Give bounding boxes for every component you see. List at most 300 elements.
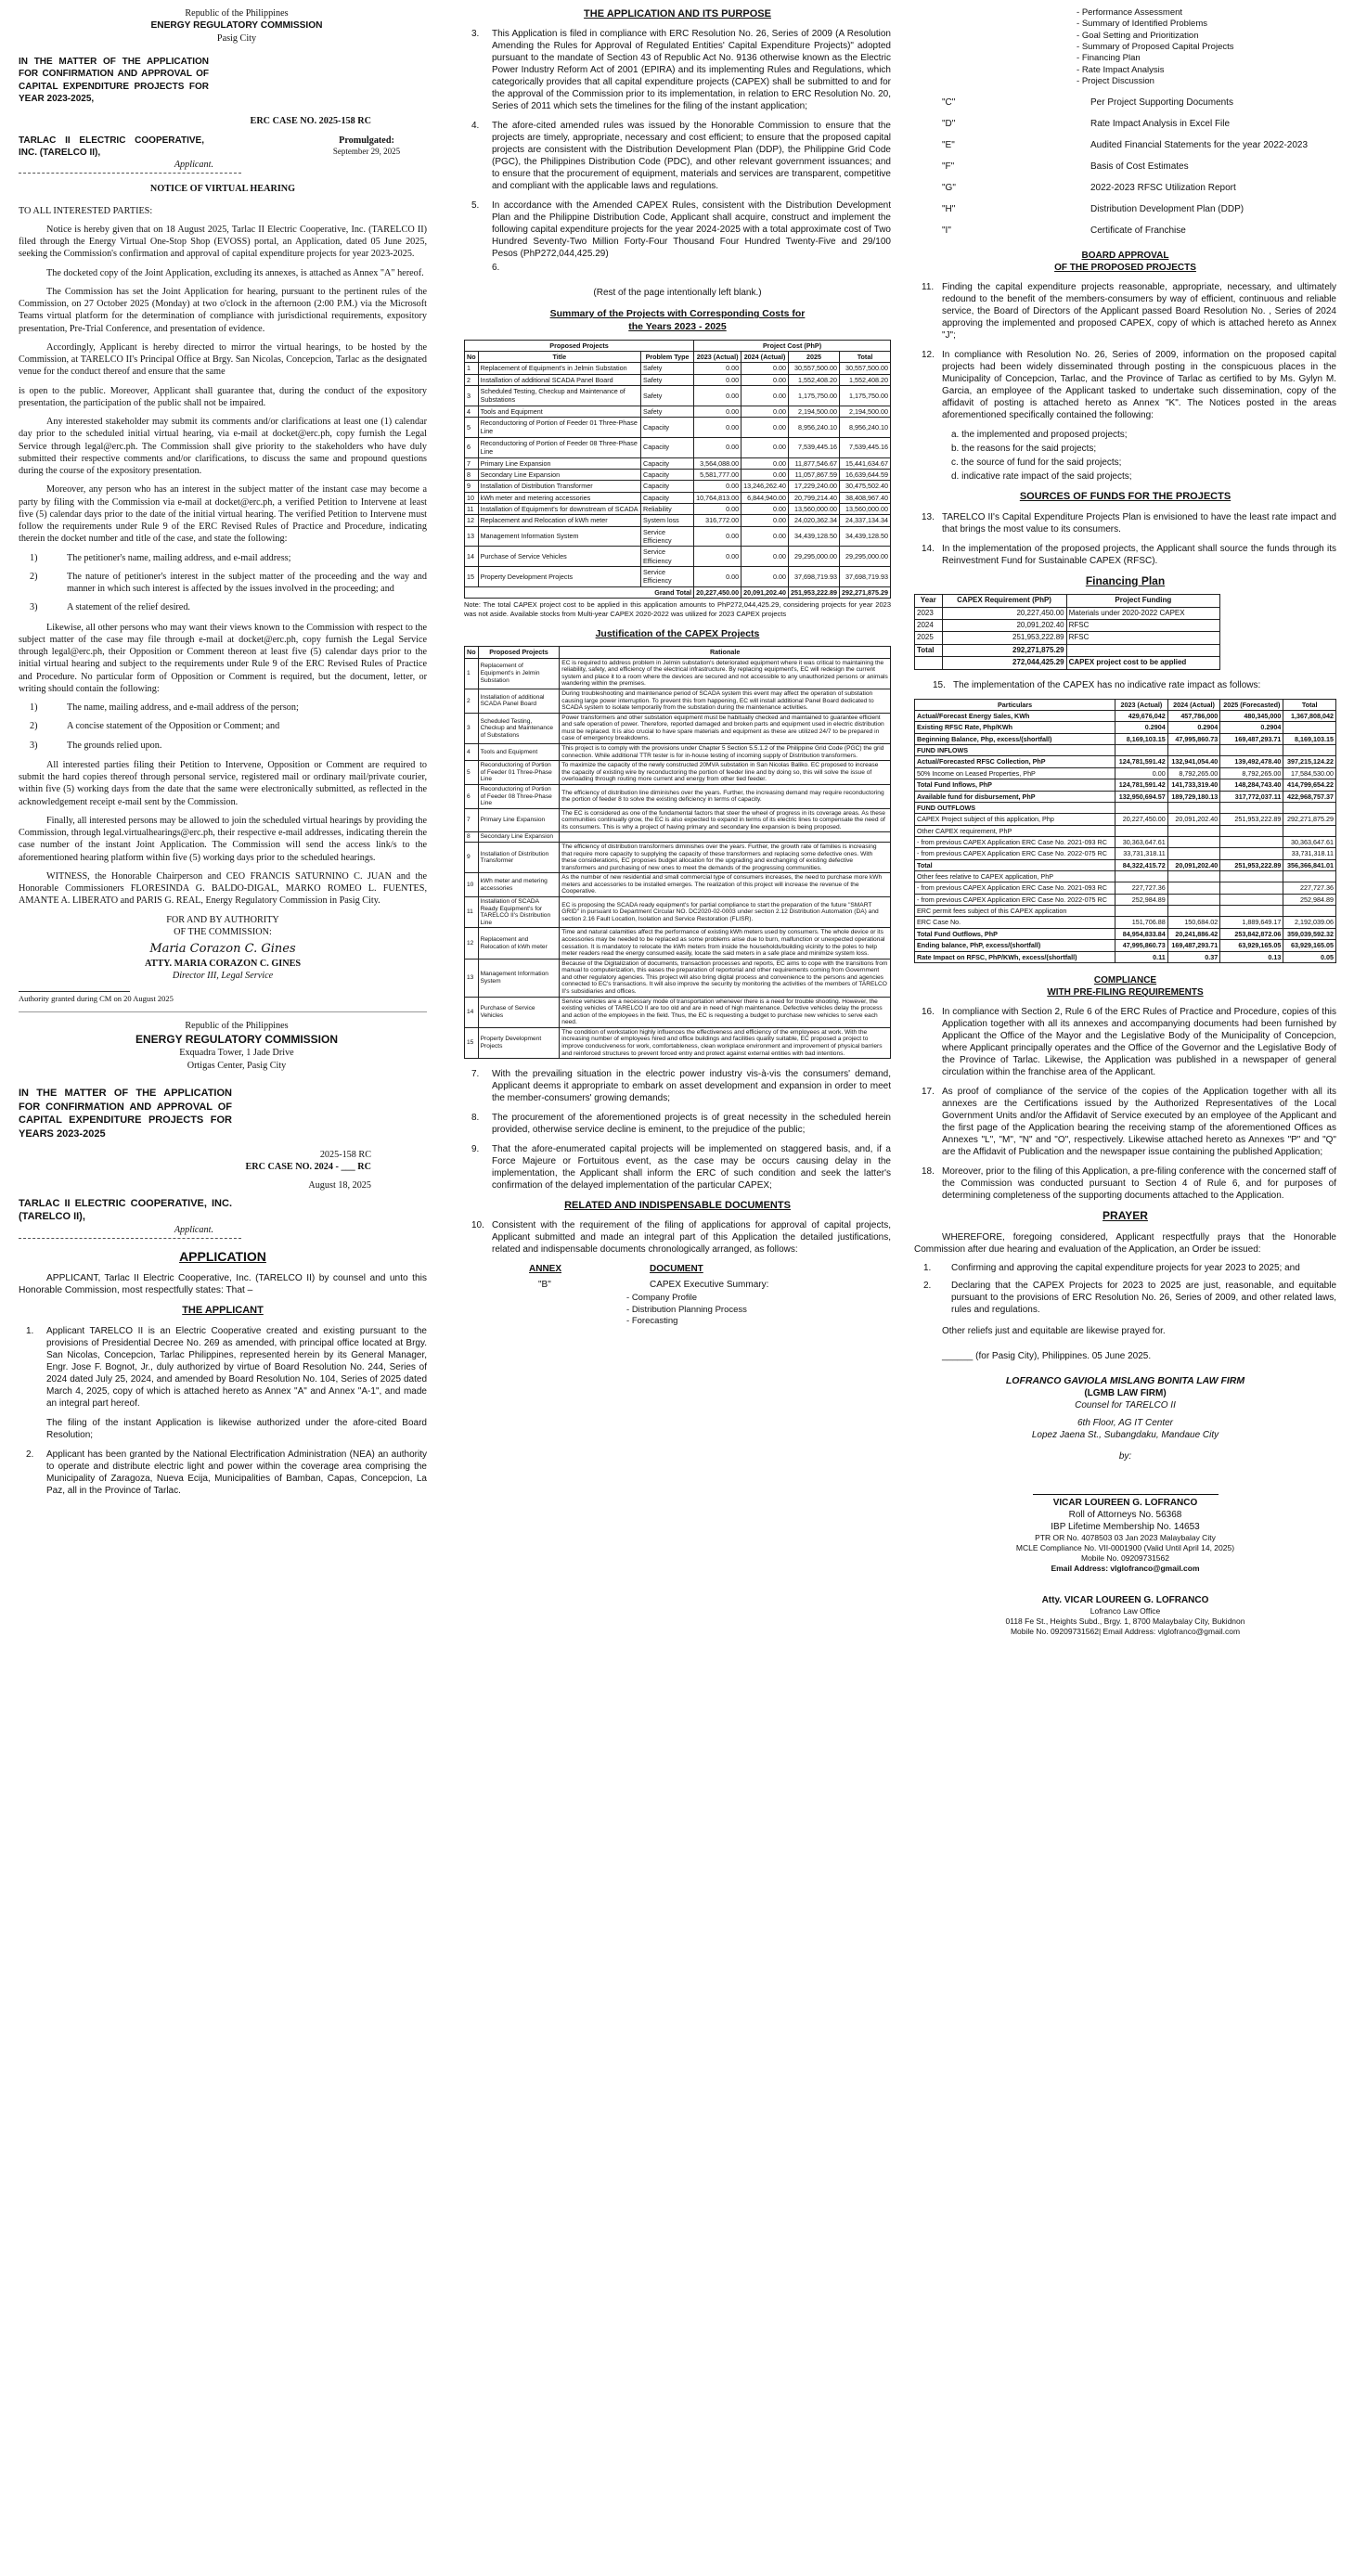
table-cell: 30,475,502.40 (840, 481, 891, 492)
annex-b-items-cont (1077, 7, 1336, 87)
for-and-by: FOR AND BY AUTHORITY (166, 914, 279, 925)
applicant-paras (19, 1325, 427, 1497)
blank-note: (Rest of the page intentionally left blank.) (593, 288, 762, 299)
table-cell: Service Efficiency (641, 547, 694, 567)
prayer-list (914, 1262, 1336, 1316)
table-cell: 0.00 (741, 515, 789, 526)
table-cell: 7,539,445.16 (789, 437, 840, 457)
compliance-title-2: WITH PRE-FILING REQUIREMENTS (1047, 986, 1204, 998)
table-cell: 0.00 (694, 363, 741, 374)
table-cell: Replacement and Relocation of kWh meter (478, 515, 640, 526)
table-cell: Other fees relative to CAPEX application, PhP (915, 871, 1115, 882)
table-cell: 292,271,875.29 (1283, 814, 1336, 825)
the-applicant-title: THE APPLICANT (182, 1305, 264, 1317)
table-cell: 20,091,202.40 (1167, 814, 1220, 825)
table-cell: 0.00 (694, 567, 741, 587)
table-cell: This project is to comply with the provisions under Chapter 5 Section 5.5.1.2 of the Philippine Grid Code (PGC) the grid connection. While additional TTR tester is for in-house testing of incoming supply of Distribution transformers. (560, 744, 891, 761)
table-row (465, 503, 891, 514)
table-cell: kWh meter and metering accessories (478, 492, 640, 503)
column-header: 2023 (Actual) (694, 351, 741, 362)
table-cell: Total (915, 859, 1115, 870)
table-cell: 16,639,644.59 (840, 469, 891, 480)
numbered-paragraph: 3. This Application is filed in compliance with ERC Resolution No. 26, Series of 2009 (A Resolution Amending the Rules for Approval of Regulated Entities' Capital Expenditure Projects)" adopted pursuant to the mandate of Section 43 of Republic Act No. 9136 otherwise known as the Electric Power Industry Reform Act of 2001 (EPIRA) and its implementing Rules and Regulations, which categorically provides that all capital expenditure projects (CAPEX) shall be submitted to and for the approval of the Commission prior to its implementation, in relation to ERC Resolution No. 20, Series of 2011 which sets the timelines for the filing of the instant application; (471, 29, 891, 112)
table-cell: Rate Impact on RFSC, PhP/KWh, excess/(shortfall) (915, 951, 1115, 962)
table-cell: 37,698,719.93 (840, 567, 891, 587)
table-cell: Capacity (641, 469, 694, 480)
table-row (465, 761, 891, 785)
column-header: Title (478, 351, 640, 362)
financing-plan-title: Financing Plan (1085, 573, 1166, 587)
annex-b: "B" CAPEX Executive Summary: (538, 1280, 769, 1291)
table-row (915, 871, 1336, 882)
numbered-paragraph: 14. In the implementation of the proposed projects, the Applicant shall source the funds through its Reinvestment Fund for Sustainable CAPEX (RFSC). (922, 543, 1336, 566)
table-row (465, 1027, 891, 1058)
table-cell: Reliability (641, 503, 694, 514)
table-cell (1220, 882, 1283, 894)
table-cell: 15,441,634.67 (840, 457, 891, 469)
para-open-public: is open to the public. Moreover, Applicant shall guarantee that, during the conduct of the expository presentation, the participation of the public shall not be impaired. (19, 385, 427, 408)
table-cell: The efficiency of distribution transformers diminishes over the years. Further, the growth rate of families is increasing that require more capacity to supplying the capacity of these transformers and replacing some defective ones. With these considerations, EC proposes budget allocation for the upgrading and exchanging of existing defective transformers and purchasing of new ones to meet the demands of the progressing communities. (560, 843, 891, 873)
table-cell: 33,731,318.11 (1283, 848, 1336, 859)
table-cell: Reconductoring of Portion of Feeder 08 Three-Phase Line (478, 437, 640, 457)
table-cell: Actual/Forecast Energy Sales, KWh (915, 711, 1115, 722)
table-cell: 397,215,124.22 (1283, 756, 1336, 767)
table-cell: Other CAPEX requirement, PhP (915, 825, 1115, 836)
table-cell: 0.00 (694, 503, 741, 514)
p2-addr1: Exquadra Tower, 1 Jade Drive (179, 1048, 294, 1059)
p2-addr2: Ortigas Center, Pasig City (187, 1060, 287, 1071)
table-row (915, 620, 1220, 632)
table-cell: Available fund for disbursement, PhP (915, 791, 1115, 802)
opposition-list (19, 702, 427, 752)
table-cell: Total Fund Outflows, PhP (915, 928, 1115, 939)
table-cell (1220, 848, 1283, 859)
table-cell: 0.00 (694, 526, 741, 547)
table-cell: 30,363,647.61 (1283, 836, 1336, 847)
numbered-paragraph: 2. Applicant has been granted by the National Electrification Administration (NEA) an authority to operate and distribute electric light and power within the coverage area comprising the Municipality of Zaragoza, Nueva Ecija, Municipalities of Bamban, Capas, Concepcion, La Paz, all in the Province of Tarlac. (26, 1449, 427, 1496)
table-row (465, 843, 891, 873)
mobile-no: Mobile No. 09209731562 (1081, 1553, 1169, 1564)
table-cell (1220, 894, 1283, 905)
numbered-paragraph: 13. TARELCO II's Capital Expenditure Projects Plan is envisioned to have the least rate impact and that brings the most value to its consumers. (922, 511, 1336, 535)
list-item: 2) A concise statement of the Opposition or Comment; and (30, 721, 280, 732)
group-header: Project Cost (PhP) (694, 340, 891, 351)
table-cell: Actual/Forecasted RFSC Collection, PhP (915, 756, 1115, 767)
table-cell: 0.00 (741, 374, 789, 385)
group-header: Proposed Projects (465, 340, 694, 351)
table-cell: The efficiency of distribution line diminishes over the years. Further, the increasing demand may require reconductoring the portion of feeder 8 to solve the existing deficiency in terms of capacity. (560, 784, 891, 808)
table-cell: 4 (465, 744, 479, 761)
numbered-paragraph: 17. As proof of compliance of the service of the copies of the Application together with all its annexes are the Certifications issued by the Authorized Representatives of the Local Government Units and/or the Affidavit of Service executed by an employee of the Applicant and the first page of the Application bearing the receiving stamp of the aforementioned Offices as Annexes "L", "M", "N" and "O", respectively. Likewise attached hereto as Annexes "P" and "Q" are the Affidavit of Publication and the newspaper issue containing the published Application; (922, 1086, 1336, 1157)
table-cell: 0.00 (741, 457, 789, 469)
list-item: 1. Confirming and approving the capital expenditure projects for year 2023 to 2025; and (923, 1262, 1300, 1273)
column-2 (464, 7, 891, 1330)
header-republic: Republic of the Philippines (185, 8, 289, 19)
case-number: ERC CASE NO. 2025-158 RC (250, 115, 371, 126)
table-cell: 24,020,362.34 (789, 515, 840, 526)
board-title-2: OF THE PROPOSED PROJECTS (1054, 263, 1196, 274)
table-cell (1283, 906, 1336, 917)
para-docketed: The docketed copy of the Joint Application, excluding its annexes, is attached as Annex "A" hereof. (46, 267, 424, 278)
table-cell: - from previous CAPEX Application ERC Case No. 2021-093 RC (915, 836, 1115, 847)
table-cell: 0.00 (741, 526, 789, 547)
para-intervene: Moreover, any person who has an interest in the subject matter of the instant case may become a party by filing with the Commission via e-mail at docket@erc.ph, a verified Petition to Intervene at least five (5) calendar days prior to the date of the initial virtual hearing. The verified Petition to Intervene must follow the requirements under Rule 9 of the ERC Revised Rules of Practice and Procedure, indicating therein the docket number and title of the case, and state the following: (19, 484, 427, 545)
table-cell (1283, 825, 1336, 836)
table-row (915, 882, 1336, 894)
table-cell: 30,363,647.61 (1115, 836, 1168, 847)
numbered-paragraph: 11. Finding the capital expenditure projects reasonable, appropriate, necessary, and ultimately redound to the benefit of the members-consumers by way of efficient, continuous and reliable service, the Board of Directors of the Applicant passed Board Resolution No. , Series of 2024 approving the implemented and proposed CAPEX, copy of which is attached hereto as Annex "J"; (922, 282, 1336, 341)
petitioner-list (19, 552, 427, 614)
table-row (915, 940, 1336, 951)
table-cell: 151,706.88 (1115, 917, 1168, 928)
caption-title: IN THE MATTER OF THE APPLICATION FOR CONFIRMATION AND APPROVAL OF CAPITAL EXPENDITURE PROJECTS FOR YEAR 2023-2025, (19, 56, 209, 105)
table-row (915, 928, 1336, 939)
table-cell: 0.37 (1167, 951, 1220, 962)
table-cell: 47,995,860.73 (1115, 940, 1168, 951)
table-cell: Replacement of Equipment's in Jelmin Substation (478, 658, 560, 689)
numbered-paragraph: 12. In compliance with Resolution No. 26, Series of 2009, information on the proposed capital projects had been widely disseminated through posting in the conspicuous places in the Municipality of Concepcion, Tarlac, and the Province of Tarlac as certified to by Ms. Gylyn M. Garcia, an employee of the Applicant tasked to undertake such dissemination, copy of the affidavit of posting is attached hereto as Annex "K". The Notices posted in the areas aforementioned specifically contained the following: (922, 350, 1336, 421)
column-header: 2024 (Actual) (741, 351, 789, 362)
table-row (465, 437, 891, 457)
table-cell: 2,194,500.00 (840, 406, 891, 417)
table-cell: The condition of workstation highly influences the effectiveness and efficiency of the employees at work. With the increasing number of employees hired and office buildings and facilities quality suitable, EC proposed a project to improve conduciveness for work, comfortableness, clean workplace environment and improvement of physical barriers and reinforced structures to prevent forced entry and protect against external entities with bad intentions. (560, 1027, 891, 1058)
table-row (465, 784, 891, 808)
numbered-paragraph: 8. The procurement of the aforementioned projects is of great necessity in the scheduled herein provided, otherwise service decline is eminent, to the prejudice of the public; (471, 1113, 891, 1136)
numbered-paragraph: 18. Moreover, prior to the filing of this Application, a pre-filing conference with the concerned staff of the Commission was conducted pursuant to Section 4 of Rule 6, and for purposes of determining completeness of the supporting documents attached to the Application. (922, 1166, 1336, 1201)
atty-name: VICAR LOUREEN G. LOFRANCO (1052, 1498, 1198, 1509)
table-cell (1167, 836, 1220, 847)
table-cell: 3 (465, 386, 479, 406)
paras-7-9 (464, 1068, 891, 1191)
table-cell: 150,684.02 (1167, 917, 1220, 928)
table-cell (1283, 871, 1336, 882)
applicant-label: Applicant. (174, 160, 213, 170)
table-cell: 20,227,450.00 (1115, 814, 1168, 825)
table-cell: 24,337,134.34 (840, 515, 891, 526)
table-cell: 0.00 (741, 418, 789, 438)
p2-rc: 2025-158 RC (319, 1150, 371, 1161)
list-item: - Forecasting (626, 1316, 891, 1327)
table-cell (560, 832, 891, 843)
table-cell: 8,792,265.00 (1167, 767, 1220, 779)
table-cell: 50% Income on Leased Properties, PhP (915, 767, 1115, 779)
table-cell: RFSC (1066, 620, 1219, 632)
table-cell: 20,091,202.40 (1167, 859, 1220, 870)
table-cell: 414,799,654.22 (1283, 779, 1336, 791)
numbered-paragraph: 9. That the afore-enumerated capital projects will be implemented on staggered basis, and, if a Force Majeure or Fortuitous event, as the case may be occurs causing delay in the implementation, the Applicant shall inform the ERC of such condition and seek the latter's confirmation of the delayed implementation of the particular CAPEX; (471, 1144, 891, 1191)
table-cell: 8 (465, 469, 479, 480)
table-cell: Installation of Equipment's for downstream of SCADA (478, 503, 640, 514)
numbered-paragraph: 5. In accordance with the Amended CAPEX Rules, consistent with the Distribution Development Plan and the Philippine Distribution Code, Applicant shall acquire, construct and implement the following capital expenditure projects for the year 2024-2025 with a total approximate cost of Two Hundred Seventy-Two Million Forty-Four Thousand Four Hundred Twenty-Five and 29/100 Pesos (PhP272,044,425.29) (471, 200, 891, 260)
table-cell: Safety (641, 363, 694, 374)
column-header: Rationale (560, 647, 891, 658)
para-finally: Finally, all interested persons may be allowed to join the scheduled virtual hearings by providing the Commission, through legal.virtualhearings@erc.ph, their respective e-mail addresses, indicating therein the case number of the instant Joint Application. The Commission will send the access link/s to the aforementioned hearing platform within five (5) working days prior to the scheduled hearings. (19, 815, 427, 863)
p2-date: August 18, 2025 (308, 1179, 371, 1191)
table-cell: CAPEX project cost to be applied (1066, 657, 1219, 669)
table-cell: Management Information System (478, 526, 640, 547)
table-row (465, 959, 891, 997)
mcle-no: MCLE Compliance No. VII-0001900 (Valid Until April 14, 2025) (1015, 1543, 1235, 1553)
table-cell: 139,492,478.40 (1220, 756, 1283, 767)
case-caption (19, 56, 427, 106)
table-cell: 132,941,054.40 (1167, 756, 1220, 767)
table-cell: Installation of additional SCADA Panel Board (478, 374, 640, 385)
footnote: Authority granted during CM on 20 August 2025 (19, 991, 130, 1004)
ibp-no: IBP Lifetime Membership No. 14653 (1051, 1522, 1200, 1533)
table-cell: RFSC (1066, 632, 1219, 644)
table-cell: Scheduled Testing, Checkup and Maintenance of Substations (478, 386, 640, 406)
table-cell: Purchase of Service Vehicles (478, 997, 560, 1027)
place-date: ______ (for Pasig City), Philippines. 05 June 2025. (942, 1350, 1152, 1361)
table-cell: 227,727.36 (1115, 882, 1168, 894)
table-cell: 251,953,222.89 (789, 586, 840, 598)
table-cell: Installation of additional SCADA Panel Board (478, 689, 560, 714)
table-row (915, 779, 1336, 791)
table-cell: 316,772.00 (694, 515, 741, 526)
table-cell: Primary Line Expansion (478, 457, 640, 469)
table-row (915, 733, 1336, 744)
table-cell: CAPEX Project subject of this application, Php (915, 814, 1115, 825)
email-address: Email Address: vlglofranco@gmail.com (1051, 1564, 1200, 1574)
header-city: Pasig City (216, 32, 257, 44)
table-cell: 8,169,103.15 (1283, 733, 1336, 744)
table-cell: Installation of Distribution Transformer (478, 481, 640, 492)
table-cell: 13,560,000.00 (840, 503, 891, 514)
column-header: Proposed Projects (478, 647, 560, 658)
table-cell: 4 (465, 406, 479, 417)
divider (19, 173, 241, 174)
column-header: 2023 (Actual) (1115, 699, 1168, 710)
table-cell: Service vehicles are a necessary mode of transportation whenever there is a need for trouble shooting. However, the existing vehicles of TARELCO II are too old and are in need of high maintenance. Defective vehicles delay the process and action of the employees in the field. Thus, the EC is requesting a budget to purchase new vehicles to serve each need. (560, 997, 891, 1027)
table-cell: Management Information System (478, 959, 560, 997)
table-cell: 0.00 (694, 386, 741, 406)
table-cell: 1,552,408.20 (840, 374, 891, 385)
table-cell: Replacement and Relocation of kWh meter (478, 928, 560, 959)
table-cell: 12 (465, 928, 479, 959)
table-cell: 20,227,450.00 (694, 586, 741, 598)
table-cell: Capacity (641, 418, 694, 438)
table-cell (1167, 882, 1220, 894)
p2-divider (19, 1238, 241, 1239)
table-row (465, 744, 891, 761)
table-cell: 8,792,265.00 (1220, 767, 1283, 779)
table-cell: Capacity (641, 437, 694, 457)
list-item: a. the implemented and proposed projects; (951, 430, 1128, 441)
promulgated-date: September 29, 2025 (332, 147, 401, 157)
table-cell: 0.00 (694, 437, 741, 457)
table-cell (1066, 644, 1219, 656)
table-row (465, 567, 891, 587)
annex-row: "I" Certificate of Franchise (942, 225, 1186, 237)
table-row (915, 848, 1336, 859)
table-row (465, 469, 891, 480)
column-header: Particulars (915, 699, 1115, 710)
related-title: RELATED AND INDISPENSABLE DOCUMENTS (564, 1200, 791, 1212)
other-reliefs: Other reliefs just and equitable are likewise prayed for. (942, 1325, 1166, 1336)
table-cell (1115, 825, 1168, 836)
table-cell: 11 (465, 503, 479, 514)
prayer-intro: WHEREFORE, foregoing considered, Applicant respectfully prays that the Honorable Commission after due hearing and evaluation of the Application, an Order be issued: (914, 1231, 1336, 1255)
table-cell: System loss (641, 515, 694, 526)
table-row (465, 808, 891, 832)
table-cell: Primary Line Expansion (478, 808, 560, 832)
table-cell: 2023 (915, 607, 943, 619)
table-cell: 63,929,165.05 (1220, 940, 1283, 951)
para-stakeholder: Any interested stakeholder may submit its comments and/or clarifications at least one (1) calendar day prior to the scheduled initial virtual hearing, via e-mail at docket@erc.ph, copy furnish the Legal Service through legal@erc.ph. The Commission shall give priority to the stakeholders who have duly submitted their respective comments and/or clarifications, to discuss the same and propound questions during the course of the expository presentation. (19, 417, 427, 476)
numbered-paragraph: 1. Applicant TARELCO II is an Electric Cooperative created and existing pursuant to the provisions of Presidential Decree No. 269 as amended, with principal office located at Brgy. San Nicolas, Concepcion, Tarlac Philippines, represented herein by its General Manager, Engr. Jose F. Bognot, Jr., duly authorized by virtue of Board Resolution No. 244, Series of 2024 dated July 25, 2024, and amended by Board Resolution No. 104, Series of 2025 dated March 4, 2025, copy of which is attached hereto as Annex "A" and Annex "A-1", and made an integral part hereof. (26, 1325, 427, 1409)
table-cell: 0.00 (741, 547, 789, 567)
ptr-no: PTR OR No. 4078503 03 Jan 2023 Malaybalay City (1035, 1533, 1216, 1543)
table-cell: Property Development Projects (478, 1027, 560, 1058)
numbered-paragraph: 4. The afore-cited amended rules was issued by the Honorable Commission to ensure that the projects are timely, appropriate, necessary and cost efficient; to ensure that the proposed capital projects are consistent with the Distribution Development Plan (DDP), the Philippine Grid Code (PGC), the Philippines Distribution Code (PDC), and other relevant government issuances; and to ensure that the procurement of equipment, materials and services are transparent, competitive and compliant with the applicable laws and regulations. (471, 121, 891, 192)
p2-applicant-label: Applicant. (174, 1224, 213, 1235)
table-cell: 189,729,180.13 (1167, 791, 1220, 802)
justification-title: Justification of the CAPEX Projects (595, 627, 760, 639)
signer-title: Director III, Legal Service (172, 971, 274, 982)
table-cell: 2,194,500.00 (789, 406, 840, 417)
table-cell: 13 (465, 959, 479, 997)
table-cell: Reconductoring of Portion of Feeder 08 Three-Phase Line (478, 784, 560, 808)
table-cell: 252,984.89 (1115, 894, 1168, 905)
list-item: d. indicative rate impact of the said projects; (951, 471, 1132, 483)
table-cell: 0.13 (1220, 951, 1283, 962)
party-block (19, 135, 427, 159)
table-cell (1283, 745, 1336, 756)
table-cell: 34,439,128.50 (789, 526, 840, 547)
table-row (915, 767, 1336, 779)
annex-row: "F" Basis of Cost Estimates (942, 161, 1189, 173)
table-cell: 0.00 (1115, 767, 1168, 779)
table-cell: 1,367,808,042 (1283, 711, 1336, 722)
p2-party-name: TARLAC II ELECTRIC COOPERATIVE, INC. (TARELCO II), (19, 1197, 232, 1223)
table-cell: 8,956,240.10 (789, 418, 840, 438)
table-row (915, 722, 1336, 733)
table-cell: Secondary Line Expansion (478, 832, 560, 843)
table-cell: 13 (465, 526, 479, 547)
table-cell: 251,953,222.89 (1220, 814, 1283, 825)
column-header: No (465, 647, 479, 658)
signature-line (1033, 1494, 1219, 1495)
table-cell: 7 (465, 808, 479, 832)
table-cell: 6,844,940.00 (741, 492, 789, 503)
by-label: by: (1118, 1451, 1132, 1462)
table-row-total (465, 586, 891, 598)
table-cell: Purchase of Service Vehicles (478, 547, 640, 567)
handwritten-signature: Maria Corazon C. Gines (149, 942, 296, 956)
table-cell: 13,560,000.00 (789, 503, 840, 514)
table-cell: 2 (465, 689, 479, 714)
table-cell: 0.00 (741, 437, 789, 457)
column-3 (914, 7, 1336, 1637)
table-cell: 5 (465, 418, 479, 438)
para-hearing: The Commission has set the Joint Application for hearing, pursuant to the pertinent rules of the Commission, on 27 October 2025 (Monday) at two o'clock in the afternoon (2:00 P.M.) via the Microsoft Teams virtual platform for the determination of compliance with jurisdictional requirements, expository presentation, Pre-Trial Conference, and presentation of evidence. (19, 286, 427, 334)
table-row (915, 814, 1336, 825)
table-row (915, 711, 1336, 722)
table-cell: ERC permit fees subject of this CAPEX application (915, 906, 1115, 917)
of-commission: OF THE COMMISSION: (174, 926, 272, 937)
column-header: No (465, 351, 479, 362)
table-cell: 480,345,000 (1220, 711, 1283, 722)
table-cell: 5 (465, 761, 479, 785)
table-cell: 10 (465, 492, 479, 503)
table-cell: 8 (465, 832, 479, 843)
table-cell (1283, 802, 1336, 813)
table-cell: Secondary Line Expansion (478, 469, 640, 480)
notice-title: NOTICE OF VIRTUAL HEARING (149, 184, 296, 195)
table-cell: 0.00 (741, 406, 789, 417)
table-row (465, 897, 891, 928)
table-cell (1167, 802, 1220, 813)
table-cell (1167, 871, 1220, 882)
table-cell: 251,953,222.89 (942, 632, 1066, 644)
list-item: - Summary of Identified Problems (1077, 19, 1336, 30)
annex-row: "E" Audited Financial Statements for the year 2022-2023 (942, 140, 1309, 151)
annex-row: "D" Rate Impact Analysis in Excel File (942, 119, 1231, 130)
table-cell: Tools and Equipment (478, 744, 560, 761)
table-cell (1115, 802, 1168, 813)
table-cell: 317,772,037.11 (1220, 791, 1283, 802)
table-cell: 1 (465, 363, 479, 374)
table-cell (1220, 906, 1283, 917)
table-cell: 13,246,262.40 (741, 481, 789, 492)
table-cell: Existing RFSC Rate, Php/KWh (915, 722, 1115, 733)
table-cell: 5,581,777.00 (694, 469, 741, 480)
table-cell (1220, 871, 1283, 882)
table-row (915, 825, 1336, 836)
sig2-name: Atty. VICAR LOUREEN G. LOFRANCO (1041, 1595, 1209, 1606)
signer-name: ATTY. MARIA CORAZON C. GINES (144, 958, 302, 969)
table-cell: 11,057,867.59 (789, 469, 840, 480)
table-row (915, 836, 1336, 847)
table-cell: 0.00 (741, 469, 789, 480)
table-cell: 0.00 (741, 386, 789, 406)
table-row (465, 526, 891, 547)
column-header: 2024 (Actual) (1167, 699, 1220, 710)
counsel: Counsel for TARELCO II (1075, 1400, 1176, 1411)
p2-case-number: ERC CASE NO. 2024 - ___ RC (245, 1162, 371, 1173)
table-row (465, 658, 891, 689)
table-cell: 0.2904 (1167, 722, 1220, 733)
table-cell: 63,929,165.05 (1283, 940, 1336, 951)
table-cell: 429,676,042 (1115, 711, 1168, 722)
list-item: 1) The petitioner's name, mailing address, and e-mail address; (30, 552, 291, 563)
board-title-1: BOARD APPROVAL (1081, 251, 1169, 262)
table-cell: 47,995,860.73 (1167, 733, 1220, 744)
sig2-contact: Mobile No. 09209731562| Email Address: vlglofranco@gmail.com (1010, 1627, 1241, 1637)
table-cell: 10,764,813.00 (694, 492, 741, 503)
application-title: APPLICATION (179, 1248, 266, 1264)
table-cell: The EC is considered as one of the fundamental factors that steer the wheel of progress in its coverage areas. As these communities continually grow, the EC is also expected to expand in terms of its electric lines to compensate the need of its consumers. This is why a project of having primary and secondary line expansion is being proposed. (560, 808, 891, 832)
table-cell: Installation of SCADA Ready Equipment's for TARELCO II's Distribution Line (478, 897, 560, 928)
table-cell: 0.00 (694, 481, 741, 492)
table-cell: 33,731,318.11 (1115, 848, 1168, 859)
table-row (915, 644, 1220, 656)
annex-list (914, 97, 1336, 237)
table-cell: Capacity (641, 481, 694, 492)
table-cell: 132,950,694.57 (1115, 791, 1168, 802)
table-cell: FUND OUTFLOWS (915, 802, 1115, 813)
table-cell: 0.2904 (1115, 722, 1168, 733)
table-cell: 141,733,319.40 (1167, 779, 1220, 791)
list-item: 2. Declaring that the CAPEX Projects for 2023 to 2025 are just, reasonable, and equitable pursuant to the provisions of ERC Resolution No. 26, Series of 2009, and other related laws, rules and regulations. (923, 1280, 1336, 1315)
table-cell: 253,842,872.06 (1220, 928, 1283, 939)
roll-no: Roll of Attorneys No. 56368 (1068, 1510, 1182, 1521)
table-cell: - from previous CAPEX Application ERC Case No. 2021-093 RC (915, 882, 1115, 894)
column-header: 2025 (Forecasted) (1220, 699, 1283, 710)
table-cell: 29,295,000.00 (840, 547, 891, 567)
firm-addr1: 6th Floor, AG IT Center (1077, 1418, 1173, 1429)
table-row (465, 363, 891, 374)
